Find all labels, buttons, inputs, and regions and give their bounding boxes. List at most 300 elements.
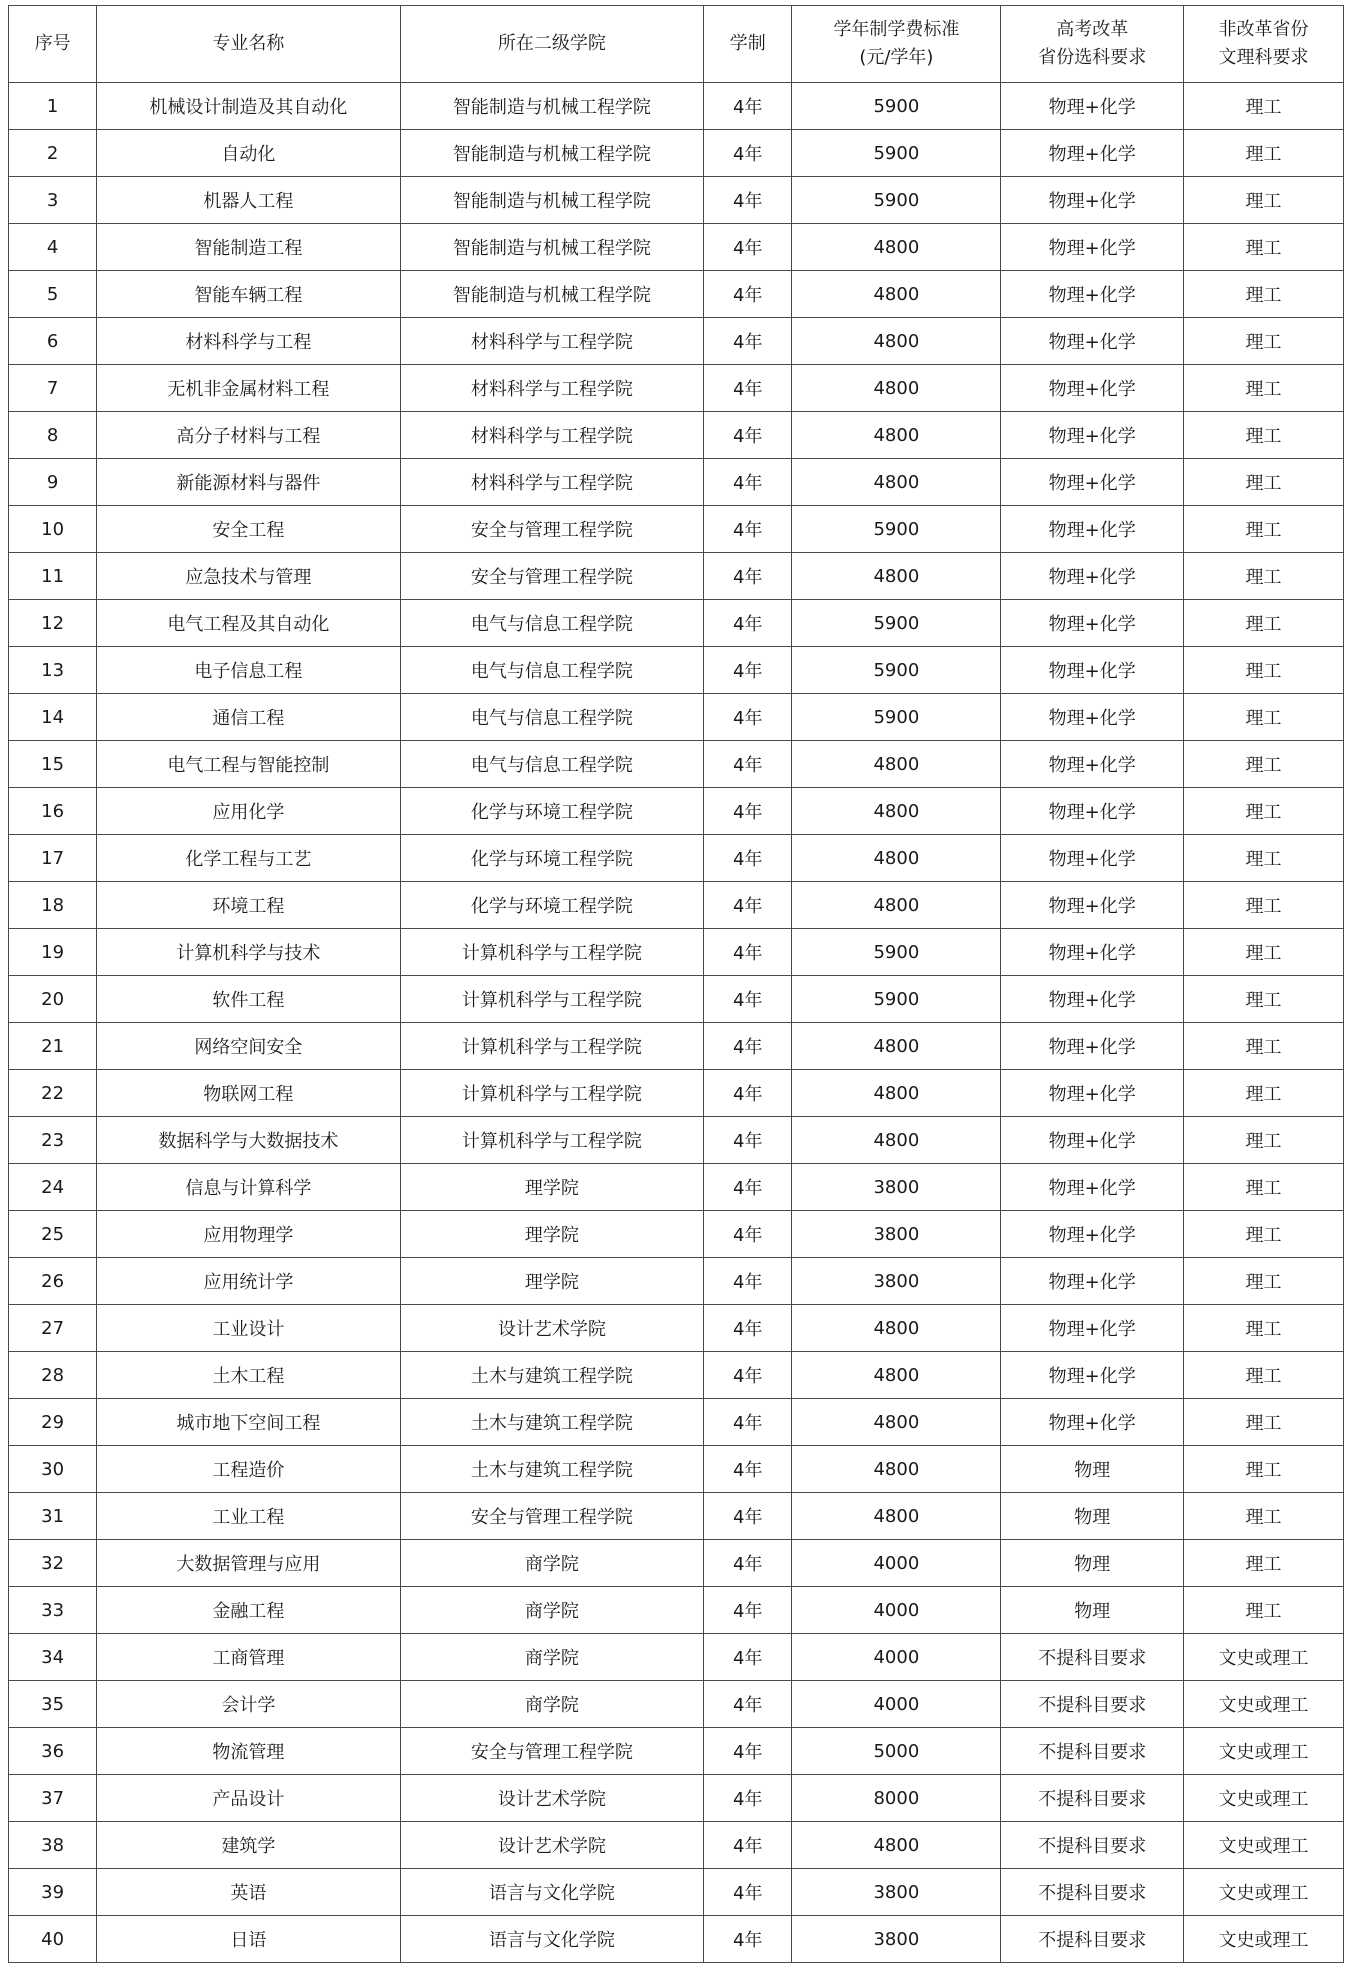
- cell-major: 软件工程: [97, 976, 401, 1023]
- cell-college: 化学与环境工程学院: [400, 788, 704, 835]
- cell-major: 工业设计: [97, 1305, 401, 1352]
- cell-nonreform-requirement: 理工: [1184, 459, 1344, 506]
- cell-index: 25: [9, 1211, 97, 1258]
- cell-index: 7: [9, 365, 97, 412]
- cell-major: 金融工程: [97, 1587, 401, 1634]
- cell-reform-requirement: 不提科目要求: [1001, 1775, 1184, 1822]
- cell-major: 物流管理: [97, 1728, 401, 1775]
- cell-index: 13: [9, 647, 97, 694]
- cell-nonreform-requirement: 理工: [1184, 1493, 1344, 1540]
- cell-college: 材料科学与工程学院: [400, 365, 704, 412]
- cell-major: 物联网工程: [97, 1070, 401, 1117]
- cell-tuition: 3800: [792, 1869, 1001, 1916]
- cell-duration: 4年: [704, 365, 792, 412]
- cell-reform-requirement: 不提科目要求: [1001, 1869, 1184, 1916]
- cell-major: 大数据管理与应用: [97, 1540, 401, 1587]
- cell-major: 环境工程: [97, 882, 401, 929]
- cell-major: 应用统计学: [97, 1258, 401, 1305]
- cell-duration: 4年: [704, 1164, 792, 1211]
- cell-college: 电气与信息工程学院: [400, 600, 704, 647]
- cell-nonreform-requirement: 理工: [1184, 1446, 1344, 1493]
- cell-major: 日语: [97, 1916, 401, 1963]
- cell-index: 5: [9, 271, 97, 318]
- cell-reform-requirement: 物理+化学: [1001, 1399, 1184, 1446]
- cell-college: 安全与管理工程学院: [400, 1728, 704, 1775]
- cell-reform-requirement: 不提科目要求: [1001, 1728, 1184, 1775]
- cell-index: 28: [9, 1352, 97, 1399]
- cell-reform-requirement: 物理+化学: [1001, 271, 1184, 318]
- cell-nonreform-requirement: 理工: [1184, 741, 1344, 788]
- cell-major: 智能车辆工程: [97, 271, 401, 318]
- header-index: 序号: [9, 6, 97, 83]
- cell-tuition: 5900: [792, 130, 1001, 177]
- cell-duration: 4年: [704, 1399, 792, 1446]
- cell-reform-requirement: 物理+化学: [1001, 1211, 1184, 1258]
- cell-reform-requirement: 物理+化学: [1001, 224, 1184, 271]
- cell-nonreform-requirement: 理工: [1184, 835, 1344, 882]
- cell-nonreform-requirement: 理工: [1184, 1211, 1344, 1258]
- table-row: [9, 130, 1344, 177]
- table-row: [9, 1869, 1344, 1916]
- cell-nonreform-requirement: 理工: [1184, 365, 1344, 412]
- cell-college: 材料科学与工程学院: [400, 412, 704, 459]
- cell-major: 电气工程与智能控制: [97, 741, 401, 788]
- table-row: [9, 694, 1344, 741]
- cell-tuition: 5000: [792, 1728, 1001, 1775]
- cell-duration: 4年: [704, 1869, 792, 1916]
- header-major: 专业名称: [97, 6, 401, 83]
- cell-tuition: 4800: [792, 1493, 1001, 1540]
- cell-index: 4: [9, 224, 97, 271]
- cell-nonreform-requirement: 理工: [1184, 1587, 1344, 1634]
- cell-college: 计算机科学与工程学院: [400, 976, 704, 1023]
- cell-tuition: 4800: [792, 224, 1001, 271]
- cell-major: 高分子材料与工程: [97, 412, 401, 459]
- cell-college: 安全与管理工程学院: [400, 553, 704, 600]
- cell-reform-requirement: 物理+化学: [1001, 177, 1184, 224]
- cell-duration: 4年: [704, 741, 792, 788]
- cell-college: 商学院: [400, 1681, 704, 1728]
- cell-duration: 4年: [704, 1916, 792, 1963]
- cell-tuition: 4800: [792, 459, 1001, 506]
- cell-reform-requirement: 物理+化学: [1001, 412, 1184, 459]
- cell-nonreform-requirement: 理工: [1184, 412, 1344, 459]
- cell-major: 城市地下空间工程: [97, 1399, 401, 1446]
- cell-duration: 4年: [704, 1305, 792, 1352]
- cell-nonreform-requirement: 文史或理工: [1184, 1869, 1344, 1916]
- cell-duration: 4年: [704, 694, 792, 741]
- cell-index: 19: [9, 929, 97, 976]
- cell-college: 材料科学与工程学院: [400, 459, 704, 506]
- cell-major: 建筑学: [97, 1822, 401, 1869]
- cell-reform-requirement: 物理+化学: [1001, 1023, 1184, 1070]
- cell-reform-requirement: 物理+化学: [1001, 318, 1184, 365]
- cell-major: 工业工程: [97, 1493, 401, 1540]
- cell-college: 设计艺术学院: [400, 1822, 704, 1869]
- cell-major: 工程造价: [97, 1446, 401, 1493]
- cell-reform-requirement: 物理+化学: [1001, 929, 1184, 976]
- table-row: [9, 1493, 1344, 1540]
- table-row: [9, 459, 1344, 506]
- cell-nonreform-requirement: 理工: [1184, 506, 1344, 553]
- cell-reform-requirement: 物理+化学: [1001, 882, 1184, 929]
- cell-major: 土木工程: [97, 1352, 401, 1399]
- cell-reform-requirement: 物理+化学: [1001, 1117, 1184, 1164]
- cell-college: 设计艺术学院: [400, 1775, 704, 1822]
- cell-college: 电气与信息工程学院: [400, 647, 704, 694]
- cell-major: 安全工程: [97, 506, 401, 553]
- cell-nonreform-requirement: 理工: [1184, 553, 1344, 600]
- header-reform-line1: 高考改革: [1056, 19, 1129, 40]
- cell-duration: 4年: [704, 1822, 792, 1869]
- cell-index: 11: [9, 553, 97, 600]
- cell-index: 31: [9, 1493, 97, 1540]
- table-header: [9, 6, 1344, 83]
- table-row: [9, 835, 1344, 882]
- cell-nonreform-requirement: 理工: [1184, 1399, 1344, 1446]
- cell-major: 数据科学与大数据技术: [97, 1117, 401, 1164]
- cell-major: 应用化学: [97, 788, 401, 835]
- table-row: [9, 318, 1344, 365]
- cell-college: 语言与文化学院: [400, 1869, 704, 1916]
- cell-nonreform-requirement: 理工: [1184, 647, 1344, 694]
- cell-reform-requirement: 物理+化学: [1001, 600, 1184, 647]
- table-row: [9, 1587, 1344, 1634]
- cell-major: 电子信息工程: [97, 647, 401, 694]
- cell-nonreform-requirement: 理工: [1184, 224, 1344, 271]
- cell-tuition: 5900: [792, 647, 1001, 694]
- cell-index: 22: [9, 1070, 97, 1117]
- cell-duration: 4年: [704, 1117, 792, 1164]
- cell-college: 理学院: [400, 1211, 704, 1258]
- cell-reform-requirement: 物理+化学: [1001, 647, 1184, 694]
- header-tuition-line2: (元/学年): [859, 47, 934, 68]
- cell-index: 3: [9, 177, 97, 224]
- cell-duration: 4年: [704, 1493, 792, 1540]
- cell-major: 工商管理: [97, 1634, 401, 1681]
- cell-duration: 4年: [704, 459, 792, 506]
- cell-index: 16: [9, 788, 97, 835]
- cell-tuition: 4800: [792, 1446, 1001, 1493]
- cell-duration: 4年: [704, 553, 792, 600]
- cell-nonreform-requirement: 理工: [1184, 1258, 1344, 1305]
- cell-reform-requirement: 不提科目要求: [1001, 1681, 1184, 1728]
- cell-reform-requirement: 物理+化学: [1001, 1164, 1184, 1211]
- cell-major: 信息与计算科学: [97, 1164, 401, 1211]
- table-row: [9, 976, 1344, 1023]
- cell-duration: 4年: [704, 177, 792, 224]
- cell-tuition: 3800: [792, 1211, 1001, 1258]
- cell-college: 商学院: [400, 1634, 704, 1681]
- cell-nonreform-requirement: 理工: [1184, 1117, 1344, 1164]
- cell-index: 6: [9, 318, 97, 365]
- cell-reform-requirement: 物理: [1001, 1540, 1184, 1587]
- cell-reform-requirement: 物理+化学: [1001, 459, 1184, 506]
- cell-major: 计算机科学与技术: [97, 929, 401, 976]
- cell-duration: 4年: [704, 1540, 792, 1587]
- cell-college: 智能制造与机械工程学院: [400, 177, 704, 224]
- cell-major: 无机非金属材料工程: [97, 365, 401, 412]
- cell-duration: 4年: [704, 130, 792, 177]
- cell-nonreform-requirement: 理工: [1184, 83, 1344, 130]
- cell-tuition: 5900: [792, 177, 1001, 224]
- table-row: [9, 1305, 1344, 1352]
- cell-index: 33: [9, 1587, 97, 1634]
- cell-tuition: 8000: [792, 1775, 1001, 1822]
- cell-duration: 4年: [704, 412, 792, 459]
- cell-duration: 4年: [704, 1775, 792, 1822]
- cell-tuition: 5900: [792, 506, 1001, 553]
- cell-major: 应急技术与管理: [97, 553, 401, 600]
- cell-index: 21: [9, 1023, 97, 1070]
- cell-duration: 4年: [704, 1352, 792, 1399]
- table-row: [9, 647, 1344, 694]
- cell-index: 39: [9, 1869, 97, 1916]
- table-row: [9, 1728, 1344, 1775]
- table-row: [9, 1916, 1344, 1963]
- table-row: [9, 741, 1344, 788]
- cell-tuition: 4800: [792, 412, 1001, 459]
- cell-college: 安全与管理工程学院: [400, 506, 704, 553]
- cell-college: 化学与环境工程学院: [400, 835, 704, 882]
- cell-duration: 4年: [704, 1023, 792, 1070]
- header-tuition: [792, 6, 1001, 83]
- cell-major: 应用物理学: [97, 1211, 401, 1258]
- cell-major: 化学工程与工艺: [97, 835, 401, 882]
- table-row: [9, 929, 1344, 976]
- cell-index: 37: [9, 1775, 97, 1822]
- cell-college: 材料科学与工程学院: [400, 318, 704, 365]
- cell-index: 10: [9, 506, 97, 553]
- header-tuition-line1: 学年制学费标准: [833, 19, 960, 40]
- cell-index: 26: [9, 1258, 97, 1305]
- cell-tuition: 4800: [792, 365, 1001, 412]
- cell-reform-requirement: 物理: [1001, 1493, 1184, 1540]
- cell-college: 商学院: [400, 1587, 704, 1634]
- cell-tuition: 4800: [792, 1399, 1001, 1446]
- table-row: [9, 1117, 1344, 1164]
- cell-tuition: 4800: [792, 271, 1001, 318]
- table-row: [9, 882, 1344, 929]
- cell-duration: 4年: [704, 1446, 792, 1493]
- cell-tuition: 4800: [792, 1117, 1001, 1164]
- cell-tuition: 3800: [792, 1916, 1001, 1963]
- cell-tuition: 4000: [792, 1587, 1001, 1634]
- cell-index: 14: [9, 694, 97, 741]
- cell-college: 化学与环境工程学院: [400, 882, 704, 929]
- cell-duration: 4年: [704, 506, 792, 553]
- cell-index: 35: [9, 1681, 97, 1728]
- cell-tuition: 4800: [792, 1352, 1001, 1399]
- cell-duration: 4年: [704, 224, 792, 271]
- cell-nonreform-requirement: 理工: [1184, 130, 1344, 177]
- cell-index: 15: [9, 741, 97, 788]
- table-row: [9, 1023, 1344, 1070]
- table-row: [9, 1681, 1344, 1728]
- cell-tuition: 4800: [792, 882, 1001, 929]
- cell-tuition: 5900: [792, 83, 1001, 130]
- cell-duration: 4年: [704, 1681, 792, 1728]
- cell-duration: 4年: [704, 1211, 792, 1258]
- cell-college: 土木与建筑工程学院: [400, 1446, 704, 1493]
- cell-major: 材料科学与工程: [97, 318, 401, 365]
- cell-reform-requirement: 不提科目要求: [1001, 1634, 1184, 1681]
- cell-nonreform-requirement: 文史或理工: [1184, 1775, 1344, 1822]
- table-row: [9, 553, 1344, 600]
- cell-reform-requirement: 物理+化学: [1001, 1070, 1184, 1117]
- cell-reform-requirement: 物理+化学: [1001, 506, 1184, 553]
- cell-duration: 4年: [704, 318, 792, 365]
- cell-index: 27: [9, 1305, 97, 1352]
- cell-tuition: 3800: [792, 1258, 1001, 1305]
- cell-duration: 4年: [704, 83, 792, 130]
- cell-college: 商学院: [400, 1540, 704, 1587]
- cell-duration: 4年: [704, 1070, 792, 1117]
- cell-index: 36: [9, 1728, 97, 1775]
- cell-index: 30: [9, 1446, 97, 1493]
- majors-table: [8, 5, 1344, 1963]
- cell-index: 34: [9, 1634, 97, 1681]
- cell-nonreform-requirement: 文史或理工: [1184, 1822, 1344, 1869]
- cell-index: 9: [9, 459, 97, 506]
- cell-reform-requirement: 物理: [1001, 1446, 1184, 1493]
- cell-duration: 4年: [704, 882, 792, 929]
- cell-reform-requirement: 不提科目要求: [1001, 1916, 1184, 1963]
- cell-index: 23: [9, 1117, 97, 1164]
- table-row: [9, 1070, 1344, 1117]
- cell-duration: 4年: [704, 271, 792, 318]
- cell-index: 17: [9, 835, 97, 882]
- cell-nonreform-requirement: 理工: [1184, 1352, 1344, 1399]
- majors-table-container: [8, 5, 1344, 1963]
- cell-college: 理学院: [400, 1258, 704, 1305]
- header-college: 所在二级学院: [400, 6, 704, 83]
- table-row: [9, 412, 1344, 459]
- cell-nonreform-requirement: 理工: [1184, 318, 1344, 365]
- cell-reform-requirement: 物理+化学: [1001, 365, 1184, 412]
- cell-college: 计算机科学与工程学院: [400, 1070, 704, 1117]
- cell-tuition: 4800: [792, 1023, 1001, 1070]
- cell-college: 安全与管理工程学院: [400, 1493, 704, 1540]
- cell-major: 机械设计制造及其自动化: [97, 83, 401, 130]
- cell-tuition: 4000: [792, 1540, 1001, 1587]
- cell-college: 计算机科学与工程学院: [400, 929, 704, 976]
- table-body: [9, 83, 1344, 1963]
- cell-reform-requirement: 物理+化学: [1001, 694, 1184, 741]
- cell-index: 8: [9, 412, 97, 459]
- cell-tuition: 4800: [792, 741, 1001, 788]
- cell-nonreform-requirement: 文史或理工: [1184, 1634, 1344, 1681]
- header-reform-line2: 省份选科要求: [1038, 47, 1147, 68]
- cell-college: 智能制造与机械工程学院: [400, 83, 704, 130]
- table-row: [9, 177, 1344, 224]
- cell-index: 40: [9, 1916, 97, 1963]
- cell-reform-requirement: 物理+化学: [1001, 1258, 1184, 1305]
- cell-nonreform-requirement: 理工: [1184, 271, 1344, 318]
- cell-reform-requirement: 物理+化学: [1001, 553, 1184, 600]
- cell-college: 智能制造与机械工程学院: [400, 271, 704, 318]
- table-row: [9, 1211, 1344, 1258]
- cell-major: 通信工程: [97, 694, 401, 741]
- cell-nonreform-requirement: 文史或理工: [1184, 1681, 1344, 1728]
- cell-major: 电气工程及其自动化: [97, 600, 401, 647]
- cell-college: 智能制造与机械工程学院: [400, 130, 704, 177]
- cell-nonreform-requirement: 理工: [1184, 1164, 1344, 1211]
- cell-duration: 4年: [704, 976, 792, 1023]
- cell-reform-requirement: 物理: [1001, 1587, 1184, 1634]
- cell-reform-requirement: 物理+化学: [1001, 835, 1184, 882]
- cell-reform-requirement: 不提科目要求: [1001, 1822, 1184, 1869]
- table-row: [9, 1258, 1344, 1305]
- cell-index: 38: [9, 1822, 97, 1869]
- cell-reform-requirement: 物理+化学: [1001, 1305, 1184, 1352]
- cell-tuition: 5900: [792, 600, 1001, 647]
- cell-college: 智能制造与机械工程学院: [400, 224, 704, 271]
- cell-tuition: 4800: [792, 835, 1001, 882]
- cell-tuition: 4000: [792, 1681, 1001, 1728]
- table-row: [9, 1399, 1344, 1446]
- cell-tuition: 5900: [792, 694, 1001, 741]
- cell-index: 20: [9, 976, 97, 1023]
- cell-duration: 4年: [704, 647, 792, 694]
- header-nonreform-line2: 文理科要求: [1218, 47, 1309, 68]
- cell-duration: 4年: [704, 1258, 792, 1305]
- cell-reform-requirement: 物理+化学: [1001, 83, 1184, 130]
- cell-college: 土木与建筑工程学院: [400, 1399, 704, 1446]
- cell-nonreform-requirement: 文史或理工: [1184, 1916, 1344, 1963]
- cell-duration: 4年: [704, 1587, 792, 1634]
- cell-major: 英语: [97, 1869, 401, 1916]
- cell-college: 理学院: [400, 1164, 704, 1211]
- cell-duration: 4年: [704, 788, 792, 835]
- cell-nonreform-requirement: 理工: [1184, 694, 1344, 741]
- cell-major: 新能源材料与器件: [97, 459, 401, 506]
- table-row: [9, 1540, 1344, 1587]
- cell-tuition: 4800: [792, 1822, 1001, 1869]
- cell-nonreform-requirement: 理工: [1184, 600, 1344, 647]
- cell-tuition: 4800: [792, 1070, 1001, 1117]
- cell-index: 29: [9, 1399, 97, 1446]
- table-row: [9, 271, 1344, 318]
- cell-tuition: 4000: [792, 1634, 1001, 1681]
- cell-college: 计算机科学与工程学院: [400, 1117, 704, 1164]
- cell-tuition: 5900: [792, 976, 1001, 1023]
- header-nonreform: [1184, 6, 1344, 83]
- cell-tuition: 4800: [792, 553, 1001, 600]
- table-row: [9, 1775, 1344, 1822]
- cell-duration: 4年: [704, 835, 792, 882]
- table-row: [9, 1352, 1344, 1399]
- cell-college: 土木与建筑工程学院: [400, 1352, 704, 1399]
- cell-reform-requirement: 物理+化学: [1001, 788, 1184, 835]
- cell-index: 2: [9, 130, 97, 177]
- cell-major: 智能制造工程: [97, 224, 401, 271]
- cell-college: 设计艺术学院: [400, 1305, 704, 1352]
- table-row: [9, 1822, 1344, 1869]
- cell-duration: 4年: [704, 1634, 792, 1681]
- cell-college: 语言与文化学院: [400, 1916, 704, 1963]
- cell-major: 产品设计: [97, 1775, 401, 1822]
- table-row: [9, 1164, 1344, 1211]
- table-row: [9, 1446, 1344, 1493]
- cell-duration: 4年: [704, 600, 792, 647]
- cell-index: 32: [9, 1540, 97, 1587]
- cell-reform-requirement: 物理+化学: [1001, 976, 1184, 1023]
- cell-nonreform-requirement: 理工: [1184, 1540, 1344, 1587]
- header-duration: 学制: [704, 6, 792, 83]
- cell-college: 计算机科学与工程学院: [400, 1023, 704, 1070]
- cell-tuition: 4800: [792, 318, 1001, 365]
